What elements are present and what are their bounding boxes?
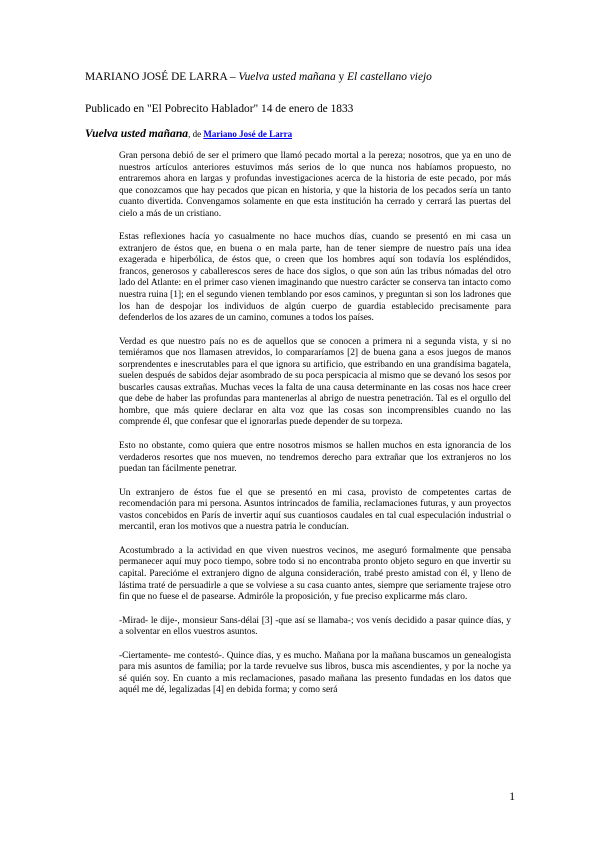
publication-line: Publicado en "El Pobrecito Hablador" 14 de enero de 1833 [85,103,354,115]
title-conjunction: y [335,71,348,83]
paragraph: Esto no obstante, como quiera que entre nosotros mismos se hallen muchos en esta ignorancia de los verdaderos resortes que nos mueven, no tendremos derecho para extrañar que los extranjeros no los puedan tan fácilmente penetrar. [119,441,511,475]
article-title: Vuelva usted mañana [85,127,189,140]
article-subheading [85,127,292,141]
subheading-separator: , de [188,129,204,139]
title-author: MARIANO JOSÉ DE LARRA [85,71,228,83]
paragraph: -Mirad- le dije-, monsieur Sans-délai [3] -que así se llamaba-; vos venís decidido a pasar quince días, y a solventar en ellos vuestros asuntos. [119,615,511,638]
author-link[interactable]: Mariano José de Larra [203,129,293,139]
page-number: 1 [509,791,515,803]
title-work-2: El castellano viejo [347,71,432,83]
document-title [85,70,432,84]
title-dash: – [227,71,239,83]
paragraph: Verdad es que nuestro país no es de aquellos que se conocen a primera ni a segunda vista, y si no temiéramos que nos llamasen atrevidos, lo compararíamos [2] de buena gana a esos juegos de manos sorprendentes e inescrutables para el que ignora su artificio, que estribando en una grandísima bagatela, suelen después de sabidos dejar asombrado de su poca perspicacia al mismo que se devanó los sesos por buscarles causas extrañas. Muchas veces la falta de una causa determinante en las cosas nos hace creer que debe de haber las profundas para mantenerlas al abrigo de nuestra penetración. Tal es el orgullo del hombre, que más quiere declarar en alta voz que las cosas son incomprensibles cuando no las comprende él, que confesar que el ignorarlas puede depender de su torpeza. [119,336,511,428]
paragraph: Estas reflexiones hacía yo casualmente no hace muchos días, cuando se presentó en mi casa un extranjero de éstos que, en buena o en mala parte, han de tener siempre de nuestro país una idea exagerada e hiperbólica, de éstos que, o creen que los hombres aquí son todavía los espléndidos, francos, generosos y caballerescos seres de hace dos siglos, o que son aún las tribus nómadas del otro lado del Atlante: en el primer caso vienen imaginando que nuestro carácter se conserva tan intacto como nuestra ruina [1]; en el segundo vienen temblando por esos caminos, y preguntan si son los ladrones que los han de despojar los individuos de algún cuerpo de guardia establecido precisamente para defenderlos de los azares de un camino, comunes a todos los países. [119,232,511,324]
paragraph: -Ciertamente- me contestó-. Quince días, y es mucho. Mañana por la mañana buscamos un genealogista para mis asuntos de familia; por la tarde revuelve sus libros, busca mis ascendientes, y por la noche ya sé quién soy. En cuanto a mis reclamaciones, pasado mañana las presento fundadas en los datos que aquél me dé, legalizadas [4] en debida forma; y como será [119,650,511,696]
paragraph: Acostumbrado a la actividad en que viven nuestros vecinos, me aseguró formalmente que pensaba permanecer aquí muy poco tiempo, sobre todo si no encontraba pronto objeto seguro en que invertir su capital. Parecióme el extranjero digno de alguna consideración, trabé presto amistad con él, y lleno de lástima traté de persuadirle a que se volviese a su casa cuanto antes, siempre que seriamente trajese otro fin que no fuese el de pasearse. Admiróle la proposición, y fue preciso explicarme más claro. [119,545,511,603]
title-work-1: Vuelva usted mañana [238,71,336,83]
paragraph: Gran persona debió de ser el primero que llamó pecado mortal a la pereza; nosotros, que ya en uno de nuestros artículos anteriores estuvimos más serios de lo que nunca nos habíamos propuesto, no entraremos ahora en largas y profundas investigaciones acerca de la historia de este pecado, por más que conozcamos que hay pecados que pican en historia, y que la historia de los pecados sería un tanto cuanto divertida. Convengamos solamente en que esta institución ha cerrado y cerrará las puertas del cielo a más de un cristiano. [119,151,511,219]
article-body [119,151,511,709]
paragraph: Un extranjero de éstos fue el que se presentó en mi casa, provisto de competentes cartas de recomendación para mi persona. Asuntos intrincados de familia, reclamaciones futuras, y aun proyectos vastos concebidos en París de invertir aquí sus cuantiosos caudales en tal cual especulación industrial o mercantil, eran los motivos que a nuestra patria le conducían. [119,487,511,533]
